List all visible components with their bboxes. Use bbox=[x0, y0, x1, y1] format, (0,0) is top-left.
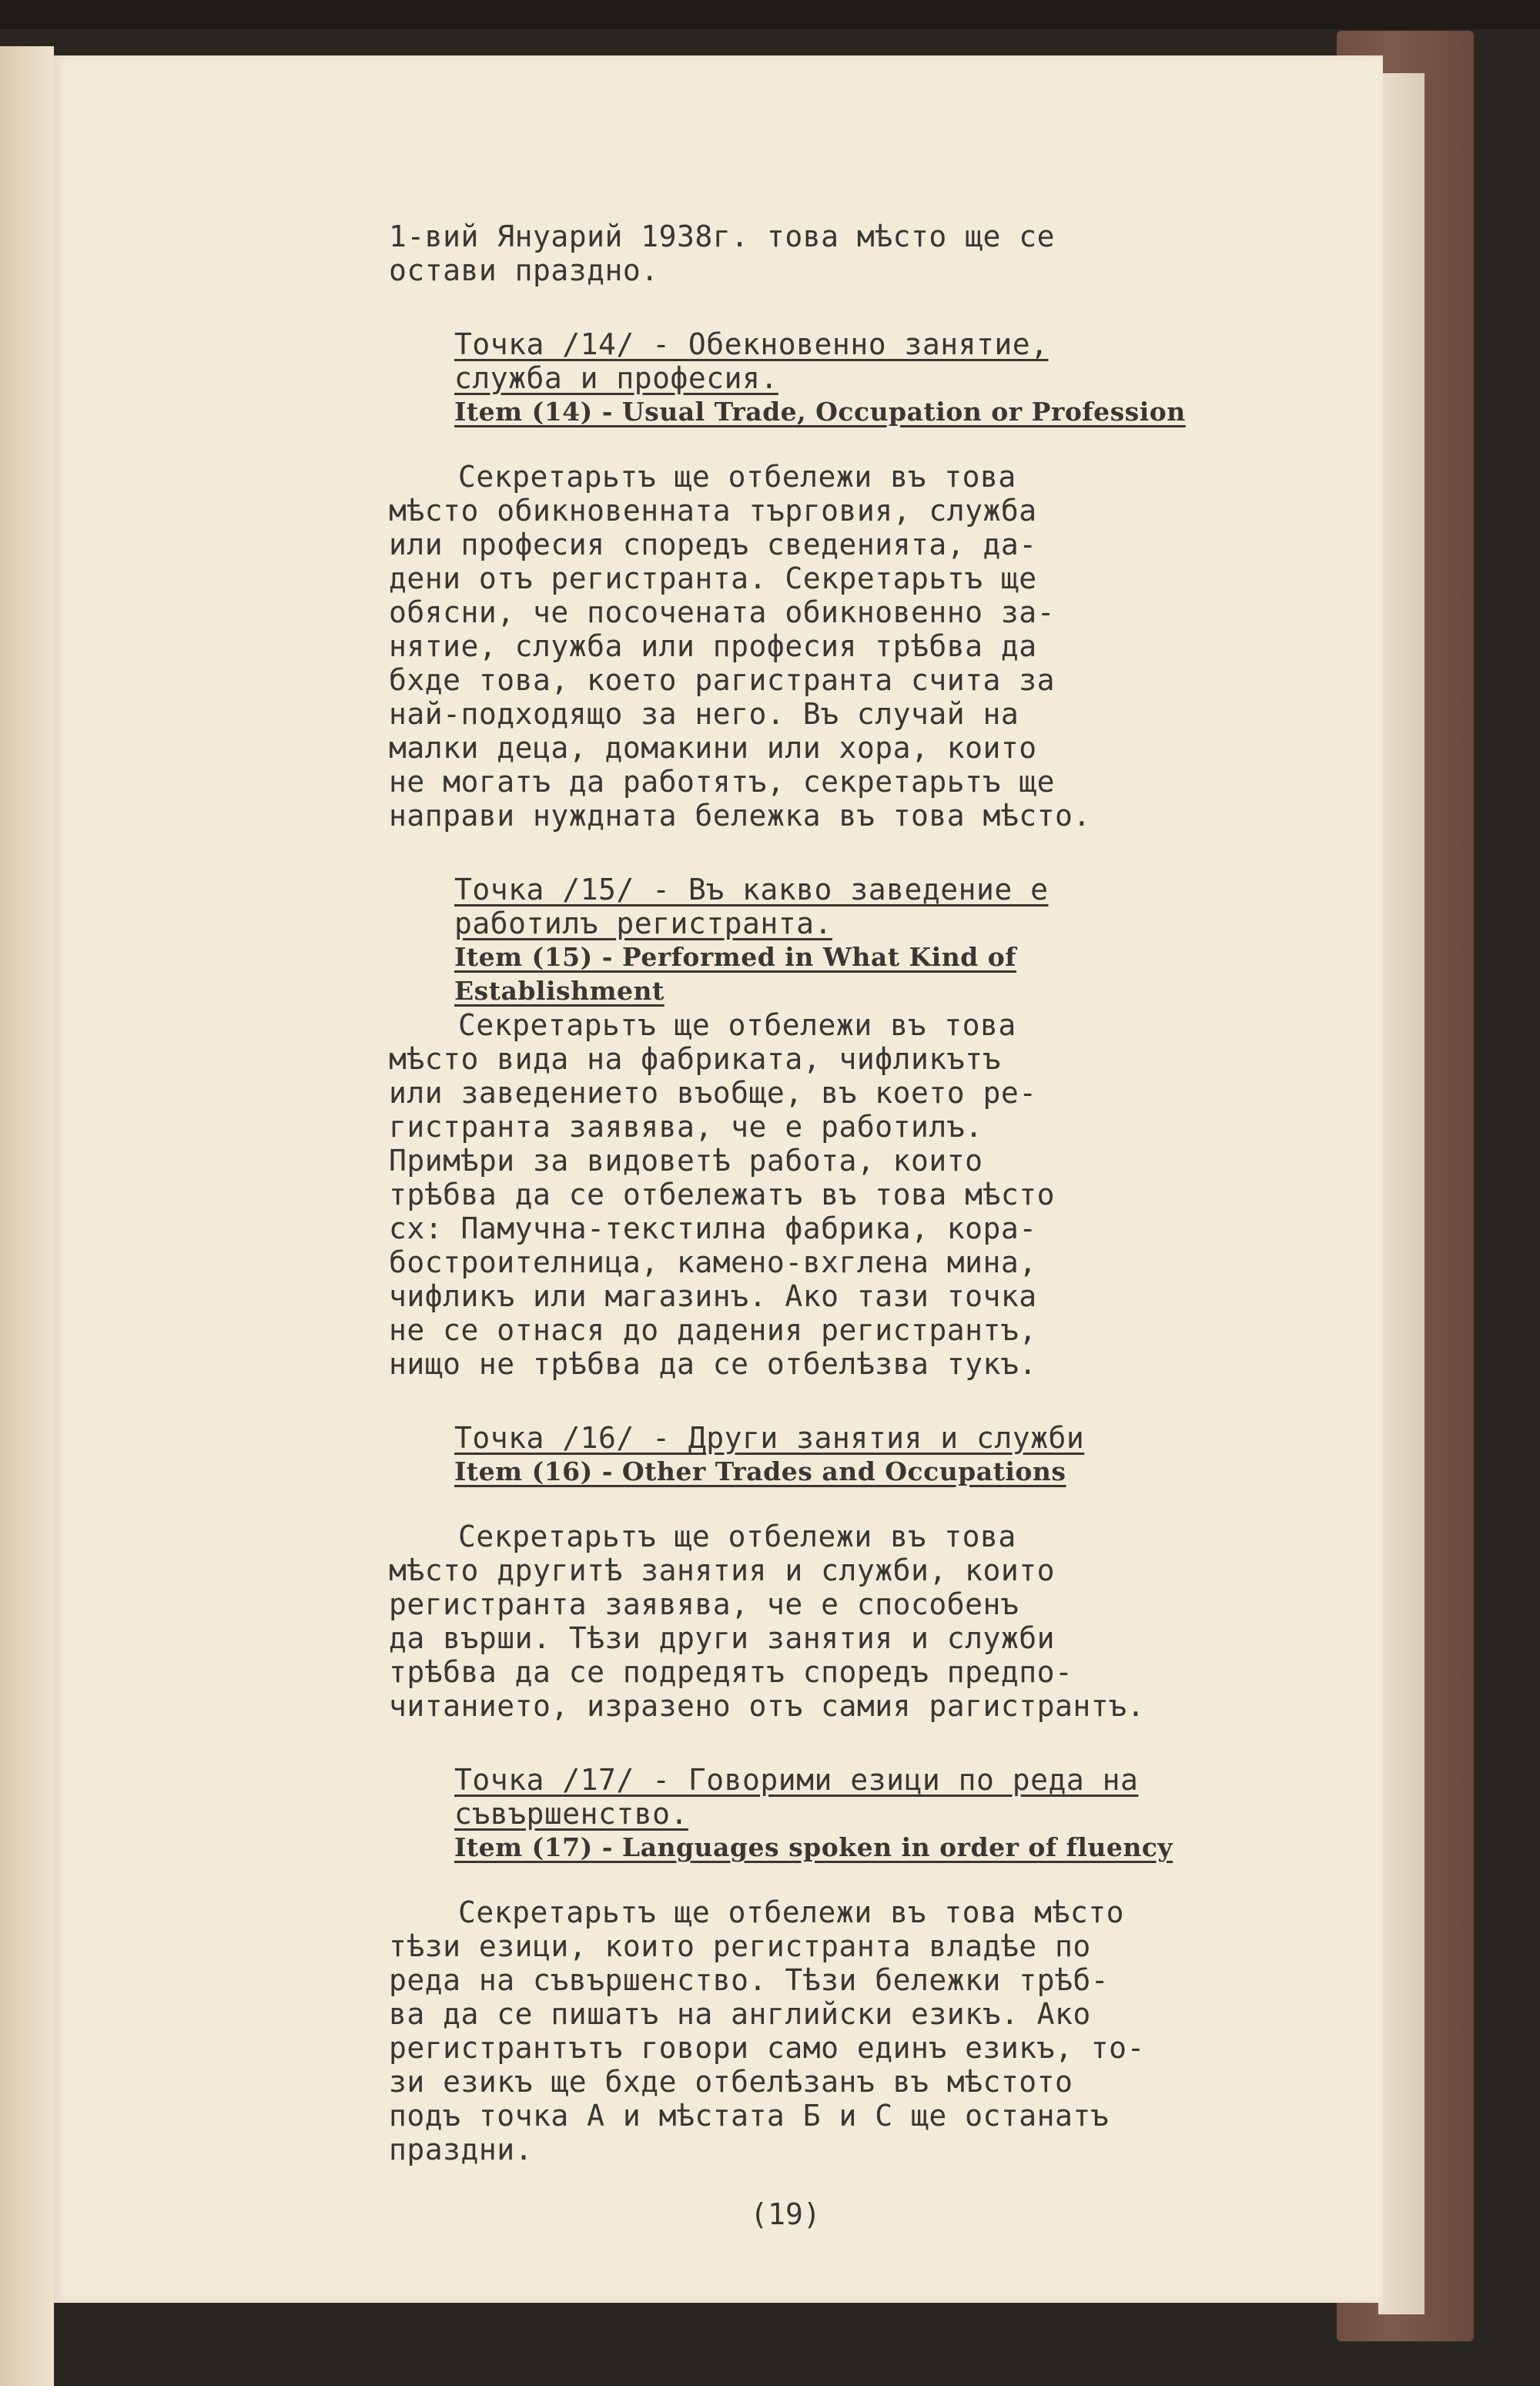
section-17-body: Секретарьтъ ще отбележи въ това мѣсто тѣзи езици, които регистранта владѣе по реда на съвършенство. Тѣзи бележки трѣб- ва да се пишатъ на английски езикъ. Ако регистрантътъ говори само единъ езикъ, то- зи езикъ ще бхде отбелѣзанъ въ мѣстото подъ точка А и мѣстата Б и С ще останатъ праздни. bbox=[389, 1895, 1145, 2167]
section-16-body: Секретарьтъ ще отбележи въ това мѣсто другитѣ занятия и служби, които регистранта заявява, че е способенъ да върши. Тѣзи други занятия и служби трѣбва да се подредятъ споредъ предпо- читанието, изразено отъ самия рагистрантъ. bbox=[389, 1520, 1145, 1723]
page-number: (19) bbox=[750, 2197, 821, 2231]
section-15-subheading: Item (15) - Performed in What Kind of Establishment bbox=[454, 942, 1016, 1006]
section-17-heading: Точка /17/ - Говорими езици по реда на съвършенство. bbox=[454, 1763, 1139, 1831]
page-stack-edge bbox=[1378, 73, 1424, 2314]
intro-text: 1-вий Януарий 1938г. това мѣсто ще се остави праздно. bbox=[389, 219, 1055, 287]
top-dark-strip bbox=[0, 0, 1540, 29]
section-16-heading: Точка /16/ - Други занятия и служби bbox=[454, 1421, 1085, 1455]
section-16-subheading: Item (16) - Other Trades and Occupations bbox=[454, 1456, 1066, 1486]
section-17-subheading: Item (17) - Languages spoken in order of fluency bbox=[454, 1832, 1173, 1862]
section-14-subheading: Item (14) - Usual Trade, Occupation or Profession bbox=[454, 397, 1186, 427]
book-gutter bbox=[0, 46, 54, 2386]
section-14-body: Секретарьтъ ще отбележи въ това мѣсто обикновенната търговия, служба или професия споредъ сведенията, да- дени отъ регистранта. Секретарьтъ ще обясни, че посочената обикновенно за- нятие, служба или професия трѣбва да бхде това, което рагистранта счита за най-подходящо за него. Въ случай на малки деца, домакини или хора, които не могатъ да работятъ, секретарьтъ ще направи нуждната бележка въ това мѣсто. bbox=[389, 460, 1091, 833]
section-15-heading: Точка /15/ - Въ какво заведение е работилъ регистранта. bbox=[454, 873, 1049, 940]
page-content bbox=[389, 219, 1305, 2167]
section-14-heading: Точка /14/ - Обекновенно занятие, служба и професия. bbox=[454, 327, 1049, 395]
section-15-body: Секретарьтъ ще отбележи въ това мѣсто вида на фабриката, чифликътъ или заведението въобще, въ което ре- гистранта заявява, че е работилъ. Примѣри за видоветѣ работа, които трѣбва да се отбележатъ въ това мѣсто сх: Памучна-текстилна фабрика, кора- бостроителница, камено-вхглена мина, чифликъ или магазинъ. Ако тази точка не се отнася до дадения регистрантъ, нищо не трѣбва да се отбелѣзва тукъ. bbox=[389, 1008, 1055, 1381]
